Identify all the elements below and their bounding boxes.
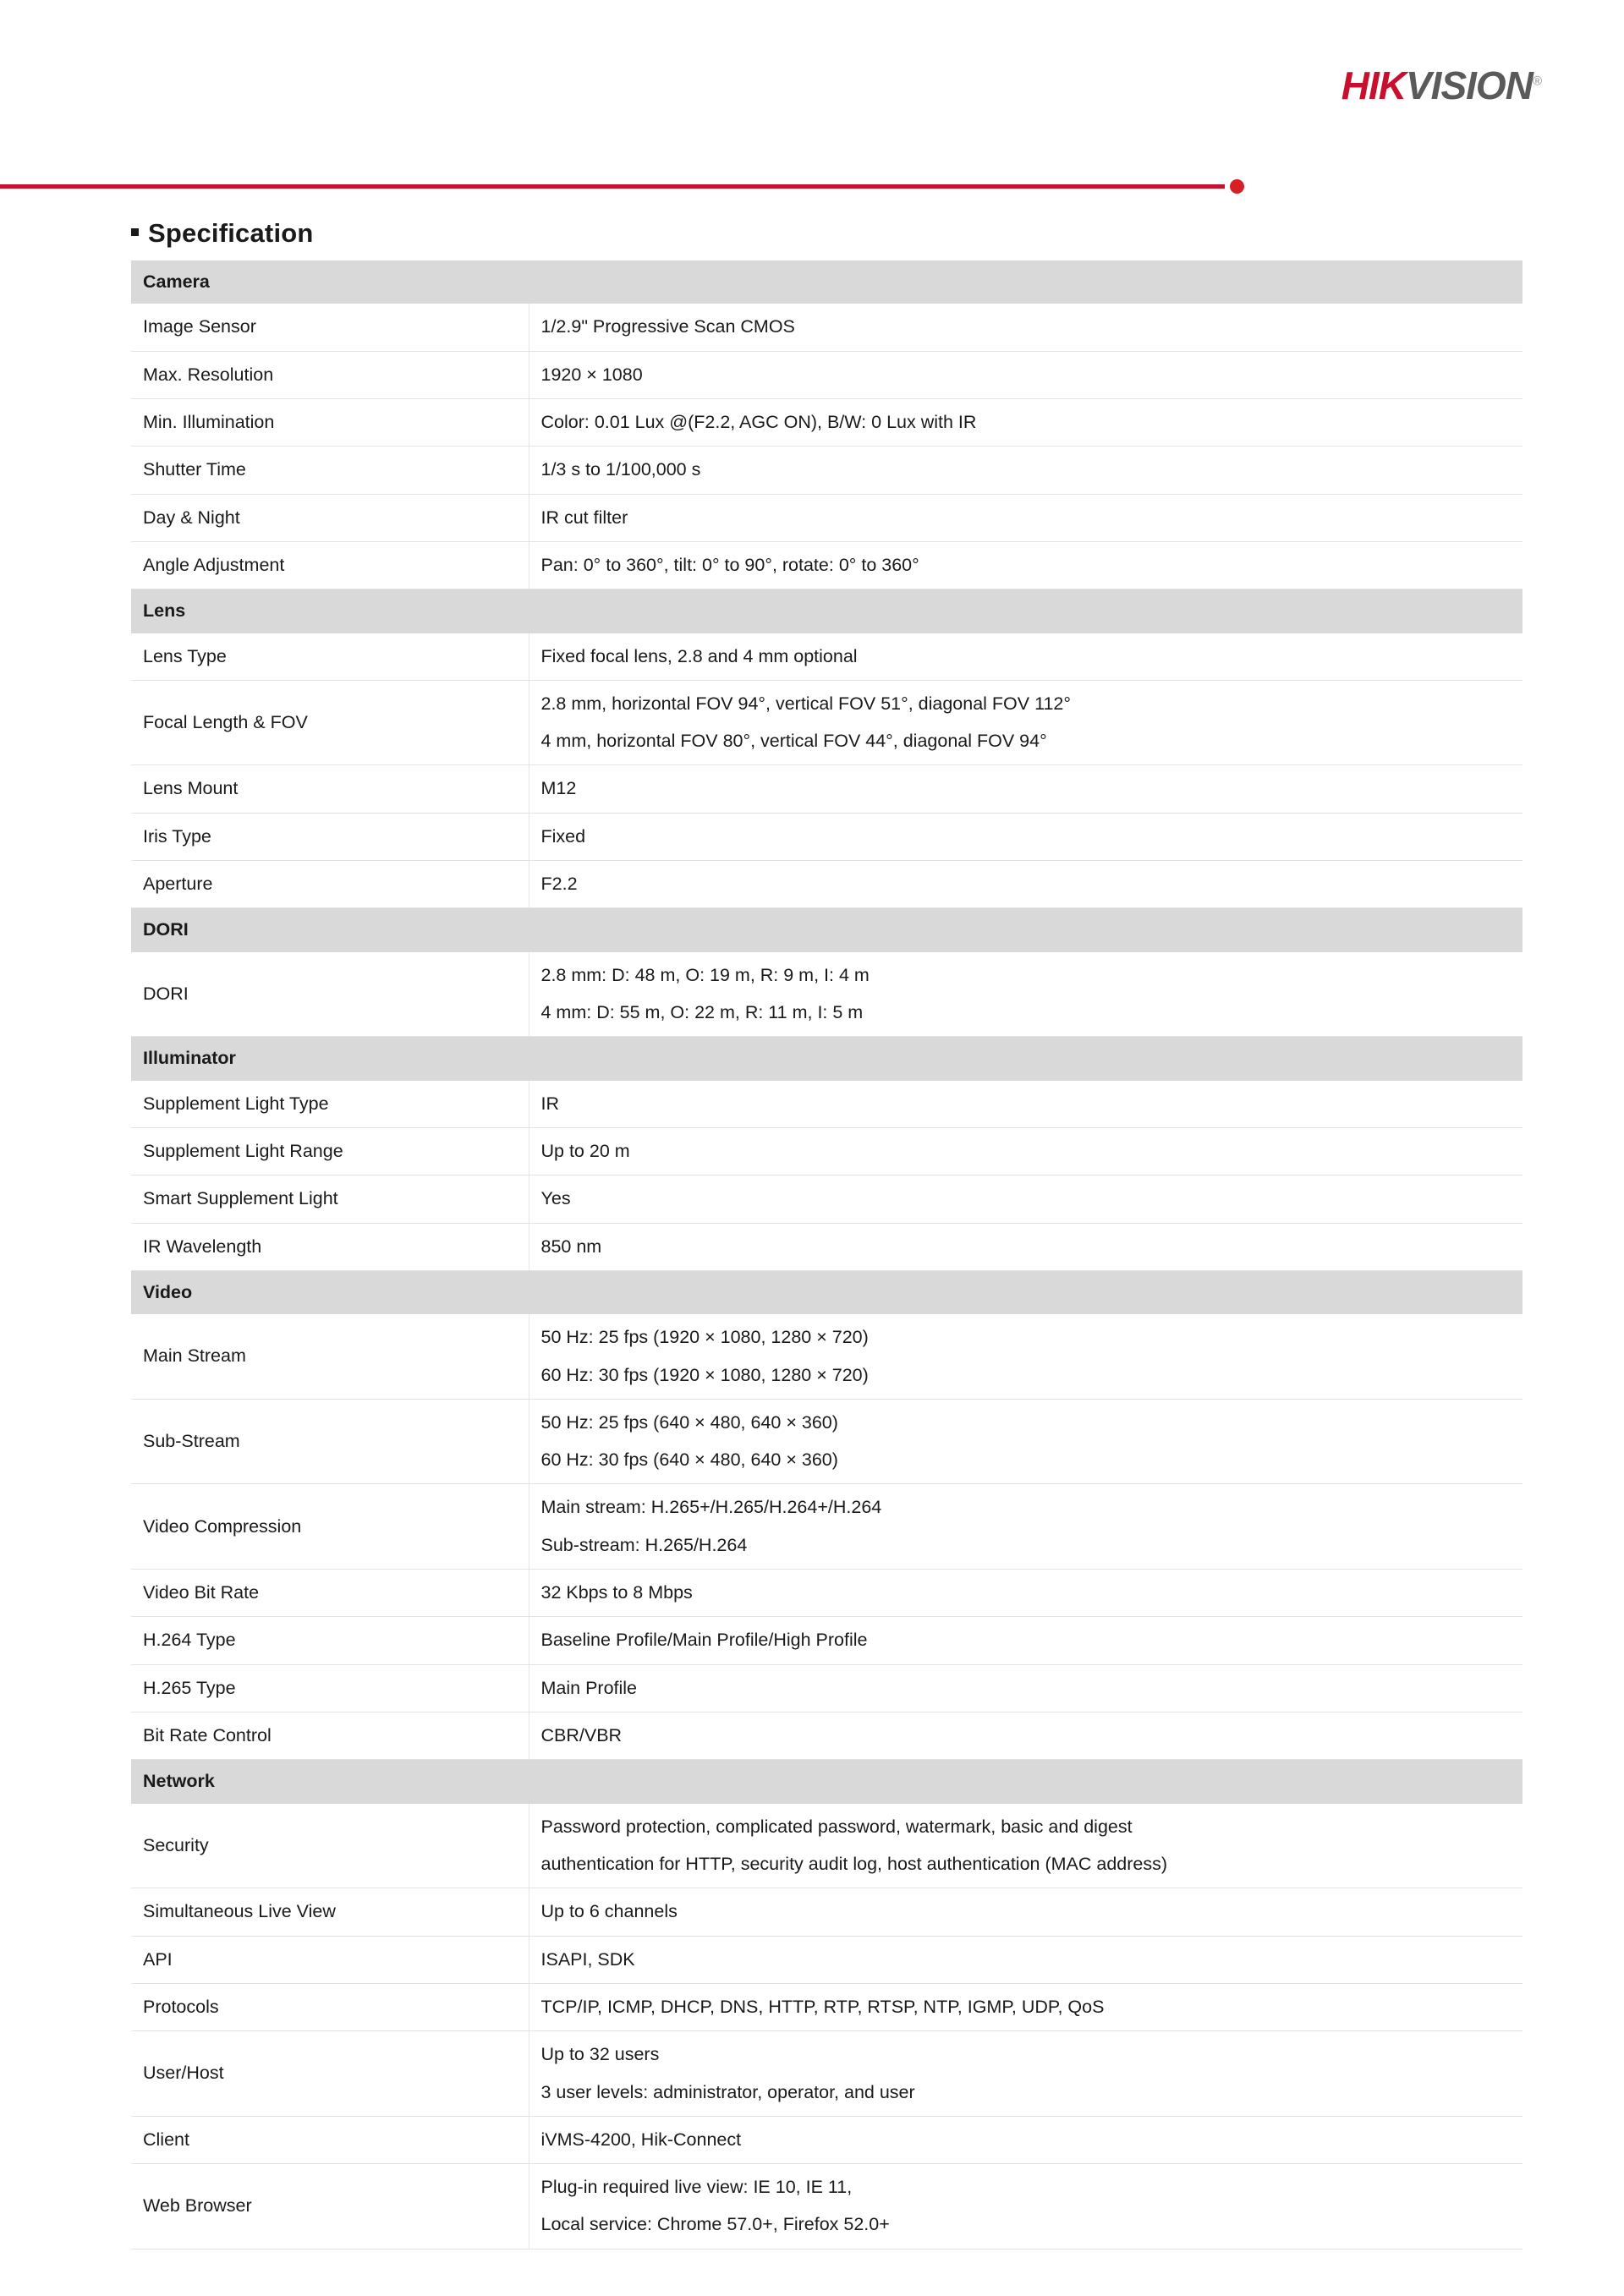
spec-row-value-line: Pan: 0° to 360°, tilt: 0° to 90°, rotate: 0° to 360°	[540, 554, 919, 575]
spec-row-value	[529, 680, 1522, 765]
spec-row-value	[529, 1936, 1522, 1983]
spec-row-key: Max. Resolution	[131, 351, 529, 398]
spec-row-value-line: Up to 20 m	[540, 1140, 630, 1161]
spec-row-key: DORI	[131, 952, 529, 1037]
spec-row-value-line: 1/2.9" Progressive Scan CMOS	[540, 316, 795, 337]
spec-row	[131, 1664, 1522, 1712]
spec-row-value-line: 60 Hz: 30 fps (640 × 480, 640 × 360)	[540, 1449, 838, 1471]
spec-row-value-line: Fixed	[540, 825, 586, 847]
spec-row	[131, 680, 1522, 765]
spec-row-key: Lens Type	[131, 633, 529, 681]
spec-row	[131, 2031, 1522, 2117]
spec-row-key: Web Browser	[131, 2164, 529, 2249]
logo-hik-text: HIK	[1341, 63, 1406, 107]
spec-row-key: Smart Supplement Light	[131, 1175, 529, 1223]
spec-row-value	[529, 1804, 1522, 1888]
spec-row	[131, 1081, 1522, 1128]
specification-table-body	[131, 260, 1522, 2249]
spec-row-key: Iris Type	[131, 813, 529, 860]
spec-row-value-line: Up to 6 channels	[540, 1901, 678, 1922]
spec-row-value	[529, 1712, 1522, 1760]
spec-section-header-row	[131, 589, 1522, 633]
spec-row-value	[529, 765, 1522, 813]
spec-row-value	[529, 1127, 1522, 1175]
spec-row-value	[529, 861, 1522, 908]
spec-section-header-label: Video	[131, 1270, 1522, 1314]
spec-row	[131, 1175, 1522, 1223]
spec-row-value-line: IR cut filter	[540, 507, 628, 528]
spec-section-header-row	[131, 1760, 1522, 1804]
spec-row-key: Shutter Time	[131, 447, 529, 494]
spec-row	[131, 494, 1522, 541]
spec-row	[131, 2116, 1522, 2163]
spec-row-key: H.265 Type	[131, 1664, 529, 1712]
spec-section-header-label: Lens	[131, 589, 1522, 633]
spec-row-value-line: Color: 0.01 Lux @(F2.2, AGC ON), B/W: 0 Lux with IR	[540, 411, 977, 432]
page-header	[0, 0, 1624, 169]
spec-row-value-line: Yes	[540, 1188, 571, 1209]
spec-row-value-line: CBR/VBR	[540, 1725, 623, 1745]
spec-row-value-line: Main Profile	[540, 1677, 638, 1698]
page-title	[131, 218, 314, 249]
spec-row-value-line: 4 mm, horizontal FOV 80°, vertical FOV 44°, diagonal FOV 94°	[540, 731, 1047, 752]
spec-row	[131, 541, 1522, 589]
spec-row-key: IR Wavelength	[131, 1223, 529, 1270]
bullet-square-icon	[131, 228, 139, 236]
header-rule-dot-icon	[1230, 179, 1244, 194]
spec-row-value-line: F2.2	[540, 874, 578, 895]
hikvision-logo	[1341, 63, 1541, 107]
spec-section-header-label: DORI	[131, 908, 1522, 952]
spec-row-value	[529, 351, 1522, 398]
spec-section-header-row	[131, 908, 1522, 952]
spec-row-value-line: 50 Hz: 25 fps (1920 × 1080, 1280 × 720)	[540, 1327, 869, 1348]
spec-row	[131, 2164, 1522, 2249]
spec-row-key: Video Compression	[131, 1484, 529, 1570]
spec-row	[131, 1936, 1522, 1983]
spec-row-value-line: Fixed focal lens, 2.8 and 4 mm optional	[540, 645, 858, 666]
spec-row-value-line: 4 mm: D: 55 m, O: 22 m, R: 11 m, I: 5 m	[540, 1002, 864, 1022]
spec-row-value-line: Baseline Profile/Main Profile/High Profile	[540, 1630, 868, 1651]
spec-row	[131, 351, 1522, 398]
spec-row-value-line: iVMS-4200, Hik-Connect	[540, 2129, 742, 2150]
spec-row	[131, 398, 1522, 446]
spec-row-value	[529, 1570, 1522, 1617]
spec-row-key: User/Host	[131, 2031, 529, 2117]
spec-row-key: Main Stream	[131, 1314, 529, 1399]
spec-section-header-row	[131, 260, 1522, 304]
spec-row-value	[529, 1983, 1522, 2030]
spec-row-value-line: Password protection, complicated password, watermark, basic and digest	[540, 1816, 1133, 1837]
spec-row-key: Supplement Light Type	[131, 1081, 529, 1128]
spec-row-value-line: Main stream: H.265+/H.265/H.264+/H.264	[540, 1497, 882, 1518]
spec-row	[131, 861, 1522, 908]
spec-row-value-line: M12	[540, 778, 577, 799]
spec-row-value	[529, 1175, 1522, 1223]
spec-row	[131, 1570, 1522, 1617]
spec-row-value-line: 1920 × 1080	[540, 364, 643, 385]
spec-row-key: Focal Length & FOV	[131, 680, 529, 765]
spec-row	[131, 765, 1522, 813]
spec-section-header-label: Camera	[131, 260, 1522, 304]
spec-row-key: Day & Night	[131, 494, 529, 541]
spec-row-key: Simultaneous Live View	[131, 1888, 529, 1936]
spec-row-key: Protocols	[131, 1983, 529, 2030]
spec-row-key: Lens Mount	[131, 765, 529, 813]
logo-vision-text: VISION	[1406, 63, 1533, 107]
spec-row	[131, 1888, 1522, 1936]
spec-row-value-line: Sub-stream: H.265/H.264	[540, 1534, 748, 1555]
spec-row-value-line: authentication for HTTP, security audit log, host authentication (MAC address)	[540, 1853, 1168, 1874]
spec-row-value	[529, 398, 1522, 446]
spec-row	[131, 1983, 1522, 2030]
spec-row-key: Image Sensor	[131, 304, 529, 351]
spec-row-value-line: IR	[540, 1093, 559, 1114]
spec-row-value-line: Local service: Chrome 57.0+, Firefox 52.0+	[540, 2214, 890, 2235]
spec-row-key: Aperture	[131, 861, 529, 908]
spec-section-header-label: Network	[131, 1760, 1522, 1804]
spec-row-value	[529, 494, 1522, 541]
spec-row-value-line: 60 Hz: 30 fps (1920 × 1080, 1280 × 720)	[540, 1364, 869, 1385]
spec-row	[131, 952, 1522, 1037]
spec-row	[131, 1484, 1522, 1570]
spec-row-value	[529, 1484, 1522, 1570]
spec-row	[131, 1399, 1522, 1484]
spec-row-value-line: 850 nm	[540, 1236, 602, 1257]
spec-row-value	[529, 633, 1522, 681]
spec-row-key: Angle Adjustment	[131, 541, 529, 589]
spec-row-value	[529, 1314, 1522, 1399]
spec-row-key: Supplement Light Range	[131, 1127, 529, 1175]
spec-row-value-line: 50 Hz: 25 fps (640 × 480, 640 × 360)	[540, 1411, 838, 1433]
spec-row-key: Security	[131, 1804, 529, 1888]
spec-row-value-line: Up to 32 users	[540, 2044, 660, 2065]
spec-row-value-line: 32 Kbps to 8 Mbps	[540, 1582, 693, 1603]
spec-row-value-line: Plug-in required live view: IE 10, IE 11,	[540, 2177, 853, 2198]
specification-table	[131, 260, 1522, 2249]
spec-row	[131, 633, 1522, 681]
spec-row	[131, 1314, 1522, 1399]
spec-row-value-line: 2.8 mm, horizontal FOV 94°, vertical FOV 51°, diagonal FOV 112°	[540, 693, 1071, 714]
spec-row-value	[529, 1617, 1522, 1664]
spec-row-key: Client	[131, 2116, 529, 2163]
spec-section-header-row	[131, 1037, 1522, 1081]
spec-row-key: Video Bit Rate	[131, 1570, 529, 1617]
spec-row	[131, 1127, 1522, 1175]
page-title-text: Specification	[148, 218, 314, 248]
spec-row-value-line: 2.8 mm: D: 48 m, O: 19 m, R: 9 m, I: 4 m	[540, 964, 870, 985]
spec-row-value	[529, 1223, 1522, 1270]
spec-row	[131, 1804, 1522, 1888]
spec-row-value	[529, 1888, 1522, 1936]
spec-row-key: Bit Rate Control	[131, 1712, 529, 1760]
spec-row-value	[529, 304, 1522, 351]
spec-row-value-line: TCP/IP, ICMP, DHCP, DNS, HTTP, RTP, RTSP, NTP, IGMP, UDP, QoS	[540, 1996, 1105, 2017]
spec-row	[131, 1617, 1522, 1664]
spec-row-value-line: 1/3 s to 1/100,000 s	[540, 459, 701, 480]
spec-row-value	[529, 2031, 1522, 2117]
registered-trademark-icon: ®	[1532, 74, 1541, 89]
spec-row-value-line: 3 user levels: administrator, operator, and user	[540, 2081, 915, 2102]
spec-row-value	[529, 1664, 1522, 1712]
spec-row-value	[529, 813, 1522, 860]
spec-row	[131, 1223, 1522, 1270]
header-rule-line	[0, 184, 1225, 189]
spec-row-value	[529, 2164, 1522, 2249]
spec-row-value	[529, 952, 1522, 1037]
spec-section-header-row	[131, 1270, 1522, 1314]
spec-row-value	[529, 1081, 1522, 1128]
spec-row	[131, 304, 1522, 351]
spec-row	[131, 813, 1522, 860]
spec-row-key: API	[131, 1936, 529, 1983]
spec-row-key: Sub-Stream	[131, 1399, 529, 1484]
spec-row	[131, 1712, 1522, 1760]
spec-row-value	[529, 541, 1522, 589]
spec-row-value	[529, 1399, 1522, 1484]
spec-row-key: H.264 Type	[131, 1617, 529, 1664]
spec-row	[131, 447, 1522, 494]
spec-row-value	[529, 447, 1522, 494]
header-divider	[0, 176, 1624, 198]
spec-section-header-label: Illuminator	[131, 1037, 1522, 1081]
spec-row-value	[529, 2116, 1522, 2163]
spec-row-key: Min. Illumination	[131, 398, 529, 446]
spec-row-value-line: ISAPI, SDK	[540, 1948, 635, 1970]
